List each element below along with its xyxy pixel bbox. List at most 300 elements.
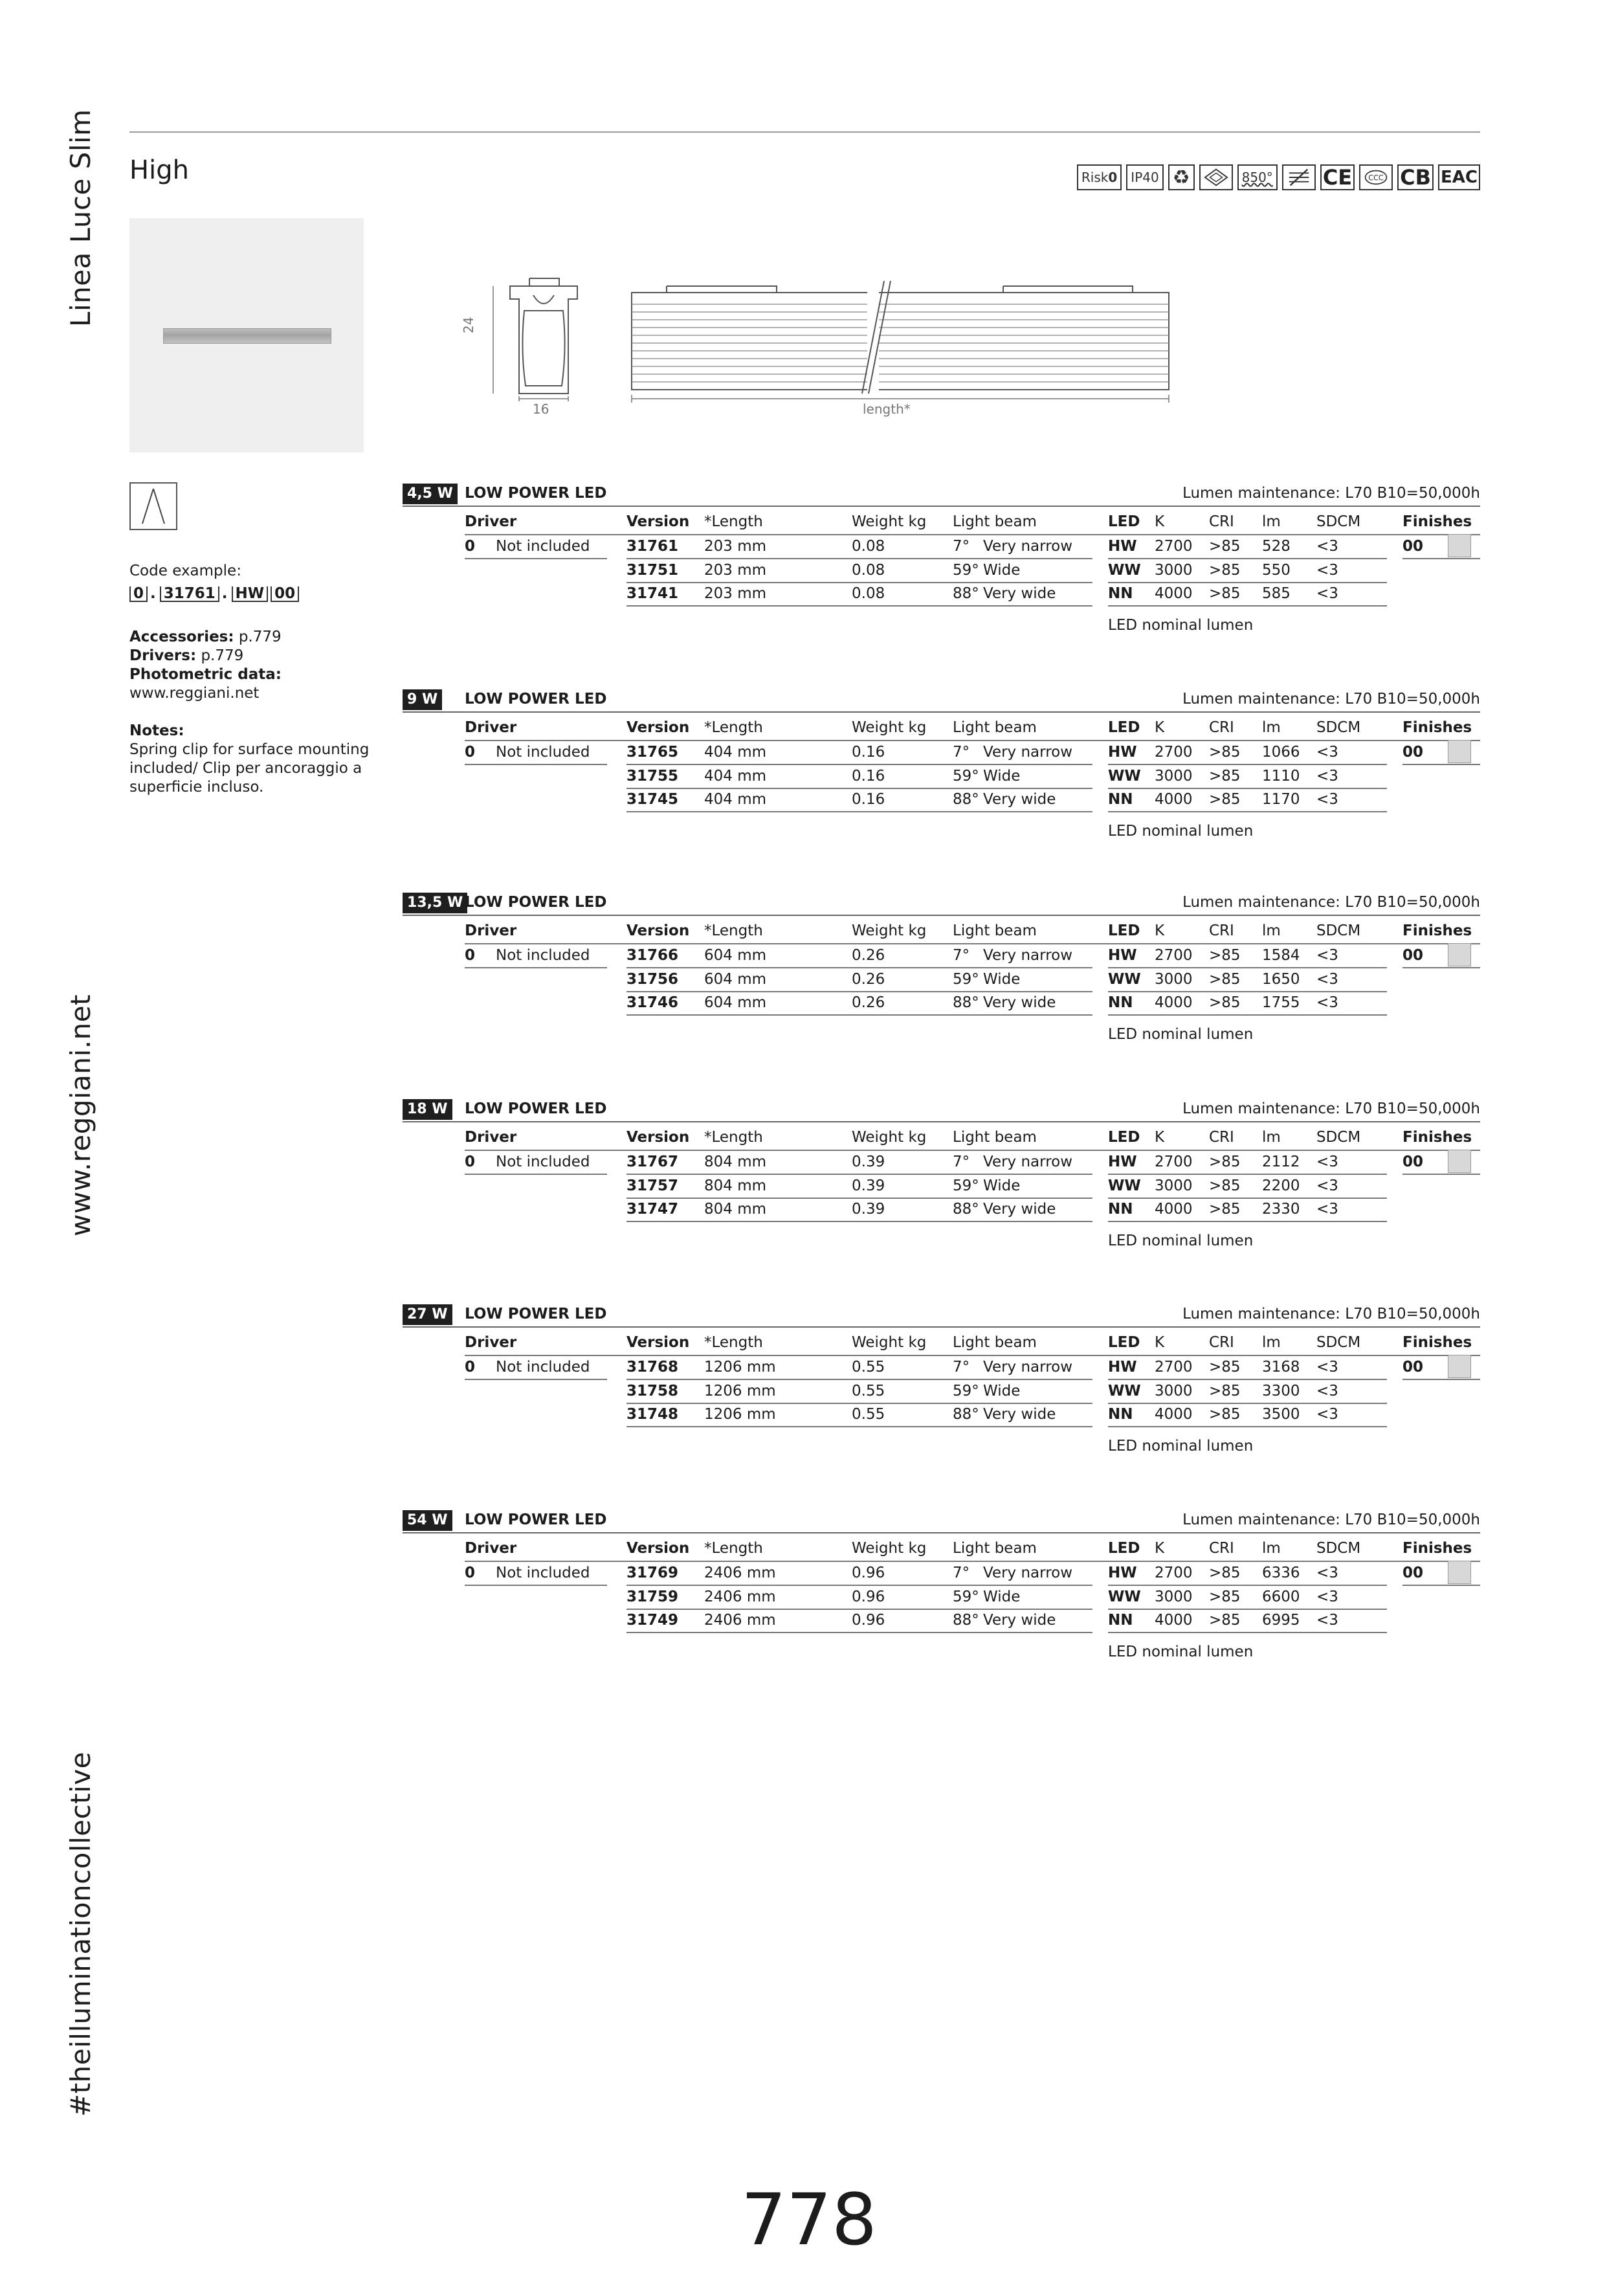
spec-block-54w (403, 1509, 1480, 1697)
section-title: LOW POWER LED (465, 1100, 607, 1117)
col-header-led: LED (1108, 1334, 1140, 1351)
sdcm-value: <3 (1316, 744, 1338, 761)
version-code: 31768 (626, 1359, 679, 1376)
col-header-lm: lm (1262, 922, 1281, 939)
beam-name: Very narrow (983, 947, 1073, 964)
wattage-badge: 54 W (403, 1510, 452, 1531)
col-header-sdcm: SDCM (1316, 922, 1361, 939)
references-section (129, 628, 369, 797)
k-value: 4000 (1155, 1406, 1193, 1423)
row-rule (626, 1609, 1092, 1610)
beam-angle: 88° (953, 1612, 979, 1629)
row-rule (626, 1403, 1092, 1404)
led-code: WW (1108, 1382, 1141, 1399)
led-code: NN (1108, 791, 1133, 808)
col-header-weight: Weight kg (852, 1334, 927, 1351)
accessories-page[interactable]: p.779 (234, 629, 282, 645)
row-rule (626, 764, 1092, 765)
lm-value: 1650 (1262, 970, 1300, 988)
version-code: 31755 (626, 767, 679, 785)
col-header-cri: CRI (1209, 513, 1234, 530)
led-nominal-note: LED nominal lumen (1108, 1025, 1254, 1043)
k-value: 3000 (1155, 561, 1193, 579)
driver-rule (465, 1379, 607, 1380)
lm-value: 585 (1262, 585, 1291, 602)
length-value: 404 mm (704, 744, 767, 761)
sdcm-value: <3 (1316, 538, 1338, 555)
notes-line: superficie incluso. (129, 779, 264, 796)
col-header-version: Version (626, 513, 690, 530)
top-rule (129, 131, 1480, 133)
weight-value: 0.26 (852, 947, 885, 964)
col-header-finishes: Finishes (1402, 1129, 1472, 1146)
col-header-led: LED (1108, 719, 1140, 736)
driver-value: Not included (496, 538, 590, 555)
section-title: LOW POWER LED (465, 1306, 607, 1322)
col-header-led: LED (1108, 513, 1140, 530)
row-rule (626, 605, 1092, 607)
header-rule (465, 740, 1480, 741)
k-value: 4000 (1155, 585, 1193, 602)
page-title: High (129, 155, 189, 185)
row-rule (626, 1014, 1092, 1016)
row-rule (626, 967, 1092, 968)
lm-value: 6336 (1262, 1565, 1300, 1581)
led-nominal-note: LED nominal lumen (1108, 616, 1254, 634)
lumen-maintenance: Lumen maintenance: L70 B10=50,000h (1182, 1306, 1480, 1322)
beam-name: Wide (983, 970, 1021, 988)
col-header-version: Version (626, 1334, 690, 1351)
finish-swatch (1448, 740, 1471, 763)
version-code: 31756 (626, 970, 679, 988)
led-nominal-note: LED nominal lumen (1108, 1643, 1254, 1660)
beam-angle: 59° (953, 1177, 979, 1194)
cri-value: >85 (1209, 791, 1241, 808)
cri-value: >85 (1209, 1565, 1241, 1581)
lumen-maintenance: Lumen maintenance: L70 B10=50,000h (1182, 894, 1480, 911)
col-header-cri: CRI (1209, 922, 1234, 939)
beam-angle: 59° (953, 767, 979, 785)
spec-block-header (403, 1303, 1480, 1328)
finish-swatch (1448, 1150, 1471, 1173)
code-sep: . (150, 585, 156, 602)
weight-value: 0.55 (852, 1406, 885, 1423)
risk-badge: Risk 0 (1077, 164, 1122, 190)
col-header-led: LED (1108, 922, 1140, 939)
weight-value: 0.96 (852, 1565, 885, 1581)
section-title: LOW POWER LED (465, 1511, 607, 1528)
photometric-link[interactable]: www.reggiani.net (129, 685, 260, 702)
lm-value: 2330 (1262, 1201, 1300, 1218)
version-code: 31758 (626, 1382, 679, 1399)
weight-value: 0.55 (852, 1359, 885, 1376)
cri-value: >85 (1209, 1612, 1241, 1629)
k-value: 3000 (1155, 767, 1193, 785)
k-value: 3000 (1155, 970, 1193, 988)
col-header-lm: lm (1262, 513, 1281, 530)
led-code: HW (1108, 1154, 1137, 1170)
lm-value: 3300 (1262, 1382, 1300, 1399)
beam-angle: 7° (953, 947, 970, 964)
cri-value: >85 (1209, 561, 1241, 579)
driver-code: 0 (465, 947, 476, 964)
driver-code: 0 (465, 538, 476, 555)
notes-line: included/ Clip per ancoraggio a (129, 760, 362, 777)
beam-angle: 88° (953, 1406, 979, 1423)
lm-value: 1066 (1262, 744, 1300, 761)
lumen-maintenance: Lumen maintenance: L70 B10=50,000h (1182, 485, 1480, 502)
sdcm-value: <3 (1316, 994, 1338, 1011)
sdcm-value: <3 (1316, 1382, 1338, 1399)
beam-name: Very narrow (983, 538, 1073, 555)
header-rule (465, 943, 1480, 944)
accessories-label: Accessories: (129, 629, 234, 645)
finish-rule (1402, 1174, 1480, 1175)
beam-name: Very narrow (983, 1154, 1073, 1170)
length-value: 804 mm (704, 1177, 767, 1194)
notes-label: Notes: (129, 722, 184, 739)
row-rule (626, 1426, 1092, 1427)
row-rule (626, 1632, 1092, 1633)
version-code: 31748 (626, 1406, 679, 1423)
led-nominal-note: LED nominal lumen (1108, 1232, 1254, 1249)
code-example-label: Code example: (129, 563, 241, 579)
beam-name: Wide (983, 1177, 1021, 1194)
driver-value: Not included (496, 1359, 590, 1376)
weight-value: 0.96 (852, 1612, 885, 1629)
finish-code: 00 (1402, 947, 1424, 964)
driver-value: Not included (496, 744, 590, 761)
k-value: 4000 (1155, 791, 1193, 808)
col-header-driver: Driver (465, 719, 517, 736)
spec-block-135w (403, 891, 1480, 1079)
finish-swatch (1448, 534, 1471, 557)
weight-value: 0.08 (852, 538, 885, 555)
version-code: 31769 (626, 1565, 679, 1581)
col-header-cri: CRI (1209, 1334, 1234, 1351)
beam-name: Wide (983, 1382, 1021, 1399)
k-value: 3000 (1155, 1588, 1193, 1605)
finish-code: 00 (1402, 744, 1424, 761)
weight-value: 0.39 (852, 1154, 885, 1170)
weight-value: 0.39 (852, 1177, 885, 1194)
drivers-label: Drivers: (129, 647, 197, 664)
finish-swatch (1448, 943, 1471, 966)
col-header-weight: Weight kg (852, 922, 927, 939)
col-header-sdcm: SDCM (1316, 719, 1361, 736)
driver-value: Not included (496, 1154, 590, 1170)
finish-swatch (1448, 1355, 1471, 1378)
k-value: 4000 (1155, 1612, 1193, 1629)
lm-value: 1584 (1262, 947, 1300, 964)
weight-value: 0.55 (852, 1382, 885, 1399)
col-header-k: K (1155, 922, 1165, 939)
wattage-badge: 9 W (403, 689, 442, 710)
beam-angle: 7° (953, 744, 970, 761)
row-rule (1108, 558, 1387, 559)
cri-value: >85 (1209, 538, 1241, 555)
beam-name: Very narrow (983, 1565, 1073, 1581)
photometric-label: Photometric data: (129, 666, 282, 683)
version-code: 31767 (626, 1154, 679, 1170)
beam-angle: 7° (953, 1565, 970, 1581)
beam-angle: 59° (953, 970, 979, 988)
side-website[interactable]: www.reggiani.net (65, 994, 96, 1236)
spec-block-27w (403, 1303, 1480, 1491)
ip-rating-badge: IP40 (1126, 164, 1163, 190)
section-title: LOW POWER LED (465, 485, 607, 502)
sdcm-value: <3 (1316, 947, 1338, 964)
beam-name: Wide (983, 767, 1021, 785)
led-code: HW (1108, 1359, 1137, 1376)
row-rule (1108, 1014, 1387, 1016)
finish-rule (1402, 1585, 1480, 1586)
beam-angle: 88° (953, 1201, 979, 1218)
k-value: 3000 (1155, 1382, 1193, 1399)
length-value: 404 mm (704, 767, 767, 785)
cri-value: >85 (1209, 744, 1241, 761)
version-code: 31757 (626, 1177, 679, 1194)
code-example (129, 585, 302, 603)
length-value: 604 mm (704, 994, 767, 1011)
length-value: 2406 mm (704, 1565, 776, 1581)
k-value: 3000 (1155, 1177, 1193, 1194)
code-example-section (129, 562, 302, 603)
notes-line: Spring clip for surface mounting (129, 741, 370, 758)
spec-block-45w (403, 482, 1480, 670)
row-rule (1108, 1403, 1387, 1404)
wattage-badge: 27 W (403, 1304, 452, 1325)
led-code: WW (1108, 767, 1141, 785)
k-value: 2700 (1155, 1359, 1193, 1376)
col-header-finishes: Finishes (1402, 719, 1472, 736)
lm-value: 3168 (1262, 1359, 1300, 1376)
col-header-light-beam: Light beam (953, 1334, 1037, 1351)
col-header-driver: Driver (465, 1334, 517, 1351)
product-photo (129, 218, 364, 452)
finish-rule (1402, 764, 1480, 765)
dim-length-label: length* (863, 401, 911, 417)
finish-code: 00 (1402, 538, 1424, 555)
driver-rule (465, 1585, 607, 1586)
sdcm-value: <3 (1316, 585, 1338, 602)
length-value: 203 mm (704, 561, 767, 579)
col-header-length: *Length (704, 719, 763, 736)
sdcm-value: <3 (1316, 970, 1338, 988)
drivers-page[interactable]: p.779 (196, 647, 244, 664)
certification-badges (1077, 163, 1480, 192)
col-header-k: K (1155, 1540, 1165, 1557)
length-value: 804 mm (704, 1201, 767, 1218)
col-header-finishes: Finishes (1402, 1334, 1472, 1351)
led-code: NN (1108, 994, 1133, 1011)
beam-name: Very wide (983, 1612, 1056, 1629)
weight-value: 0.26 (852, 994, 885, 1011)
weight-value: 0.08 (852, 561, 885, 579)
section-title: LOW POWER LED (465, 691, 607, 708)
beam-angle: 7° (953, 538, 970, 555)
led-code: NN (1108, 1612, 1133, 1629)
k-value: 4000 (1155, 1201, 1193, 1218)
col-header-sdcm: SDCM (1316, 1129, 1361, 1146)
col-header-length: *Length (704, 922, 763, 939)
row-rule (1108, 1174, 1387, 1175)
row-rule (1108, 788, 1387, 789)
header-rule (465, 1150, 1480, 1151)
col-header-driver: Driver (465, 922, 517, 939)
col-header-cri: CRI (1209, 1129, 1234, 1146)
side-hashtag: #theilluminationcollective (65, 1751, 96, 2117)
side-product-name: Linea Luce Slim (65, 109, 96, 327)
version-code: 31749 (626, 1612, 679, 1629)
cri-value: >85 (1209, 1201, 1241, 1218)
weight-value: 0.16 (852, 744, 885, 761)
row-rule (626, 1379, 1092, 1380)
beam-angle: 59° (953, 1382, 979, 1399)
svg-text:CCC: CCC (1368, 173, 1384, 183)
led-code: HW (1108, 538, 1137, 555)
recycle-icon: ♻ (1168, 164, 1195, 190)
finish-code: 00 (1402, 1565, 1424, 1581)
row-rule (626, 582, 1092, 583)
led-code: WW (1108, 1177, 1141, 1194)
row-rule (1108, 1426, 1387, 1427)
driver-rule (465, 558, 607, 559)
cri-value: >85 (1209, 1382, 1241, 1399)
wattage-badge: 4,5 W (403, 484, 458, 504)
code-part-driver: 0 (129, 586, 148, 602)
lumen-maintenance: Lumen maintenance: L70 B10=50,000h (1182, 1100, 1480, 1117)
driver-code: 0 (465, 1154, 476, 1170)
driver-code: 0 (465, 1565, 476, 1581)
col-header-weight: Weight kg (852, 513, 927, 530)
driver-rule (465, 764, 607, 765)
page-number: 778 (741, 2178, 877, 2261)
col-header-lm: lm (1262, 1129, 1281, 1146)
beam-name: Wide (983, 561, 1021, 579)
beam-angle: 88° (953, 791, 979, 808)
col-header-led: LED (1108, 1129, 1140, 1146)
row-rule (626, 1585, 1092, 1586)
lm-value: 1110 (1262, 767, 1300, 785)
header-rule (465, 1355, 1480, 1356)
col-header-k: K (1155, 1129, 1165, 1146)
section-title: LOW POWER LED (465, 894, 607, 911)
beam-name: Very wide (983, 791, 1056, 808)
finish-code: 00 (1402, 1154, 1424, 1170)
k-value: 4000 (1155, 994, 1193, 1011)
beam-angle: 59° (953, 561, 979, 579)
weight-value: 0.39 (852, 1201, 885, 1218)
led-code: NN (1108, 1406, 1133, 1423)
col-header-k: K (1155, 1334, 1165, 1351)
dim-width-label: 16 (533, 401, 549, 417)
version-code: 31746 (626, 994, 679, 1011)
sdcm-value: <3 (1316, 791, 1338, 808)
cri-value: >85 (1209, 585, 1241, 602)
wattage-badge: 18 W (403, 1099, 452, 1120)
beam-type-icon (129, 482, 177, 530)
beam-angle: 88° (953, 585, 979, 602)
spec-block-header (403, 482, 1480, 507)
ce-mark: CE (1320, 164, 1355, 190)
col-header-driver: Driver (465, 513, 517, 530)
beam-name: Very wide (983, 585, 1056, 602)
driver-code: 0 (465, 1359, 476, 1376)
spec-block-header (403, 1509, 1480, 1533)
version-code: 31747 (626, 1201, 679, 1218)
beam-name: Very narrow (983, 1359, 1073, 1376)
length-value: 203 mm (704, 585, 767, 602)
lm-value: 3500 (1262, 1406, 1300, 1423)
lm-value: 6995 (1262, 1612, 1300, 1629)
k-value: 2700 (1155, 538, 1193, 555)
length-value: 804 mm (704, 1154, 767, 1170)
dim-height-label: 24 (461, 317, 476, 333)
col-header-k: K (1155, 719, 1165, 736)
beam-name: Very wide (983, 1406, 1056, 1423)
finish-rule (1402, 967, 1480, 968)
finish-rule (1402, 1379, 1480, 1380)
col-header-light-beam: Light beam (953, 922, 1037, 939)
col-header-sdcm: SDCM (1316, 513, 1361, 530)
header-rule (465, 1561, 1480, 1562)
row-rule (1108, 811, 1387, 812)
beam-name: Wide (983, 1588, 1021, 1605)
col-header-lm: lm (1262, 1540, 1281, 1557)
row-rule (626, 1221, 1092, 1222)
cri-value: >85 (1209, 1406, 1241, 1423)
col-header-version: Version (626, 719, 690, 736)
cri-value: >85 (1209, 970, 1241, 988)
lm-value: 550 (1262, 561, 1291, 579)
col-header-length: *Length (704, 513, 763, 530)
sdcm-value: <3 (1316, 1588, 1338, 1605)
col-header-light-beam: Light beam (953, 1129, 1037, 1146)
led-code: HW (1108, 1565, 1137, 1581)
temperature-badge: 850° (1237, 164, 1278, 190)
col-header-version: Version (626, 922, 690, 939)
cri-value: >85 (1209, 994, 1241, 1011)
weight-value: 0.08 (852, 585, 885, 602)
col-header-cri: CRI (1209, 719, 1234, 736)
spec-block-9w (403, 688, 1480, 876)
sdcm-value: <3 (1316, 1359, 1338, 1376)
length-value: 203 mm (704, 538, 767, 555)
led-nominal-note: LED nominal lumen (1108, 1437, 1254, 1455)
weight-value: 0.16 (852, 791, 885, 808)
driver-value: Not included (496, 1565, 590, 1581)
col-header-version: Version (626, 1129, 690, 1146)
col-header-version: Version (626, 1540, 690, 1557)
led-code: WW (1108, 561, 1141, 579)
length-value: 2406 mm (704, 1588, 776, 1605)
no-insulation-icon (1282, 164, 1316, 190)
row-rule (626, 558, 1092, 559)
version-code: 31741 (626, 585, 679, 602)
row-rule (1108, 582, 1387, 583)
col-header-lm: lm (1262, 719, 1281, 736)
beam-name: Very wide (983, 1201, 1056, 1218)
sdcm-value: <3 (1316, 561, 1338, 579)
col-header-light-beam: Light beam (953, 1540, 1037, 1557)
length-value: 604 mm (704, 947, 767, 964)
beam-angle: 59° (953, 1588, 979, 1605)
lumen-maintenance: Lumen maintenance: L70 B10=50,000h (1182, 1511, 1480, 1528)
row-rule (1108, 764, 1387, 765)
row-rule (1108, 1198, 1387, 1199)
col-header-sdcm: SDCM (1316, 1334, 1361, 1351)
